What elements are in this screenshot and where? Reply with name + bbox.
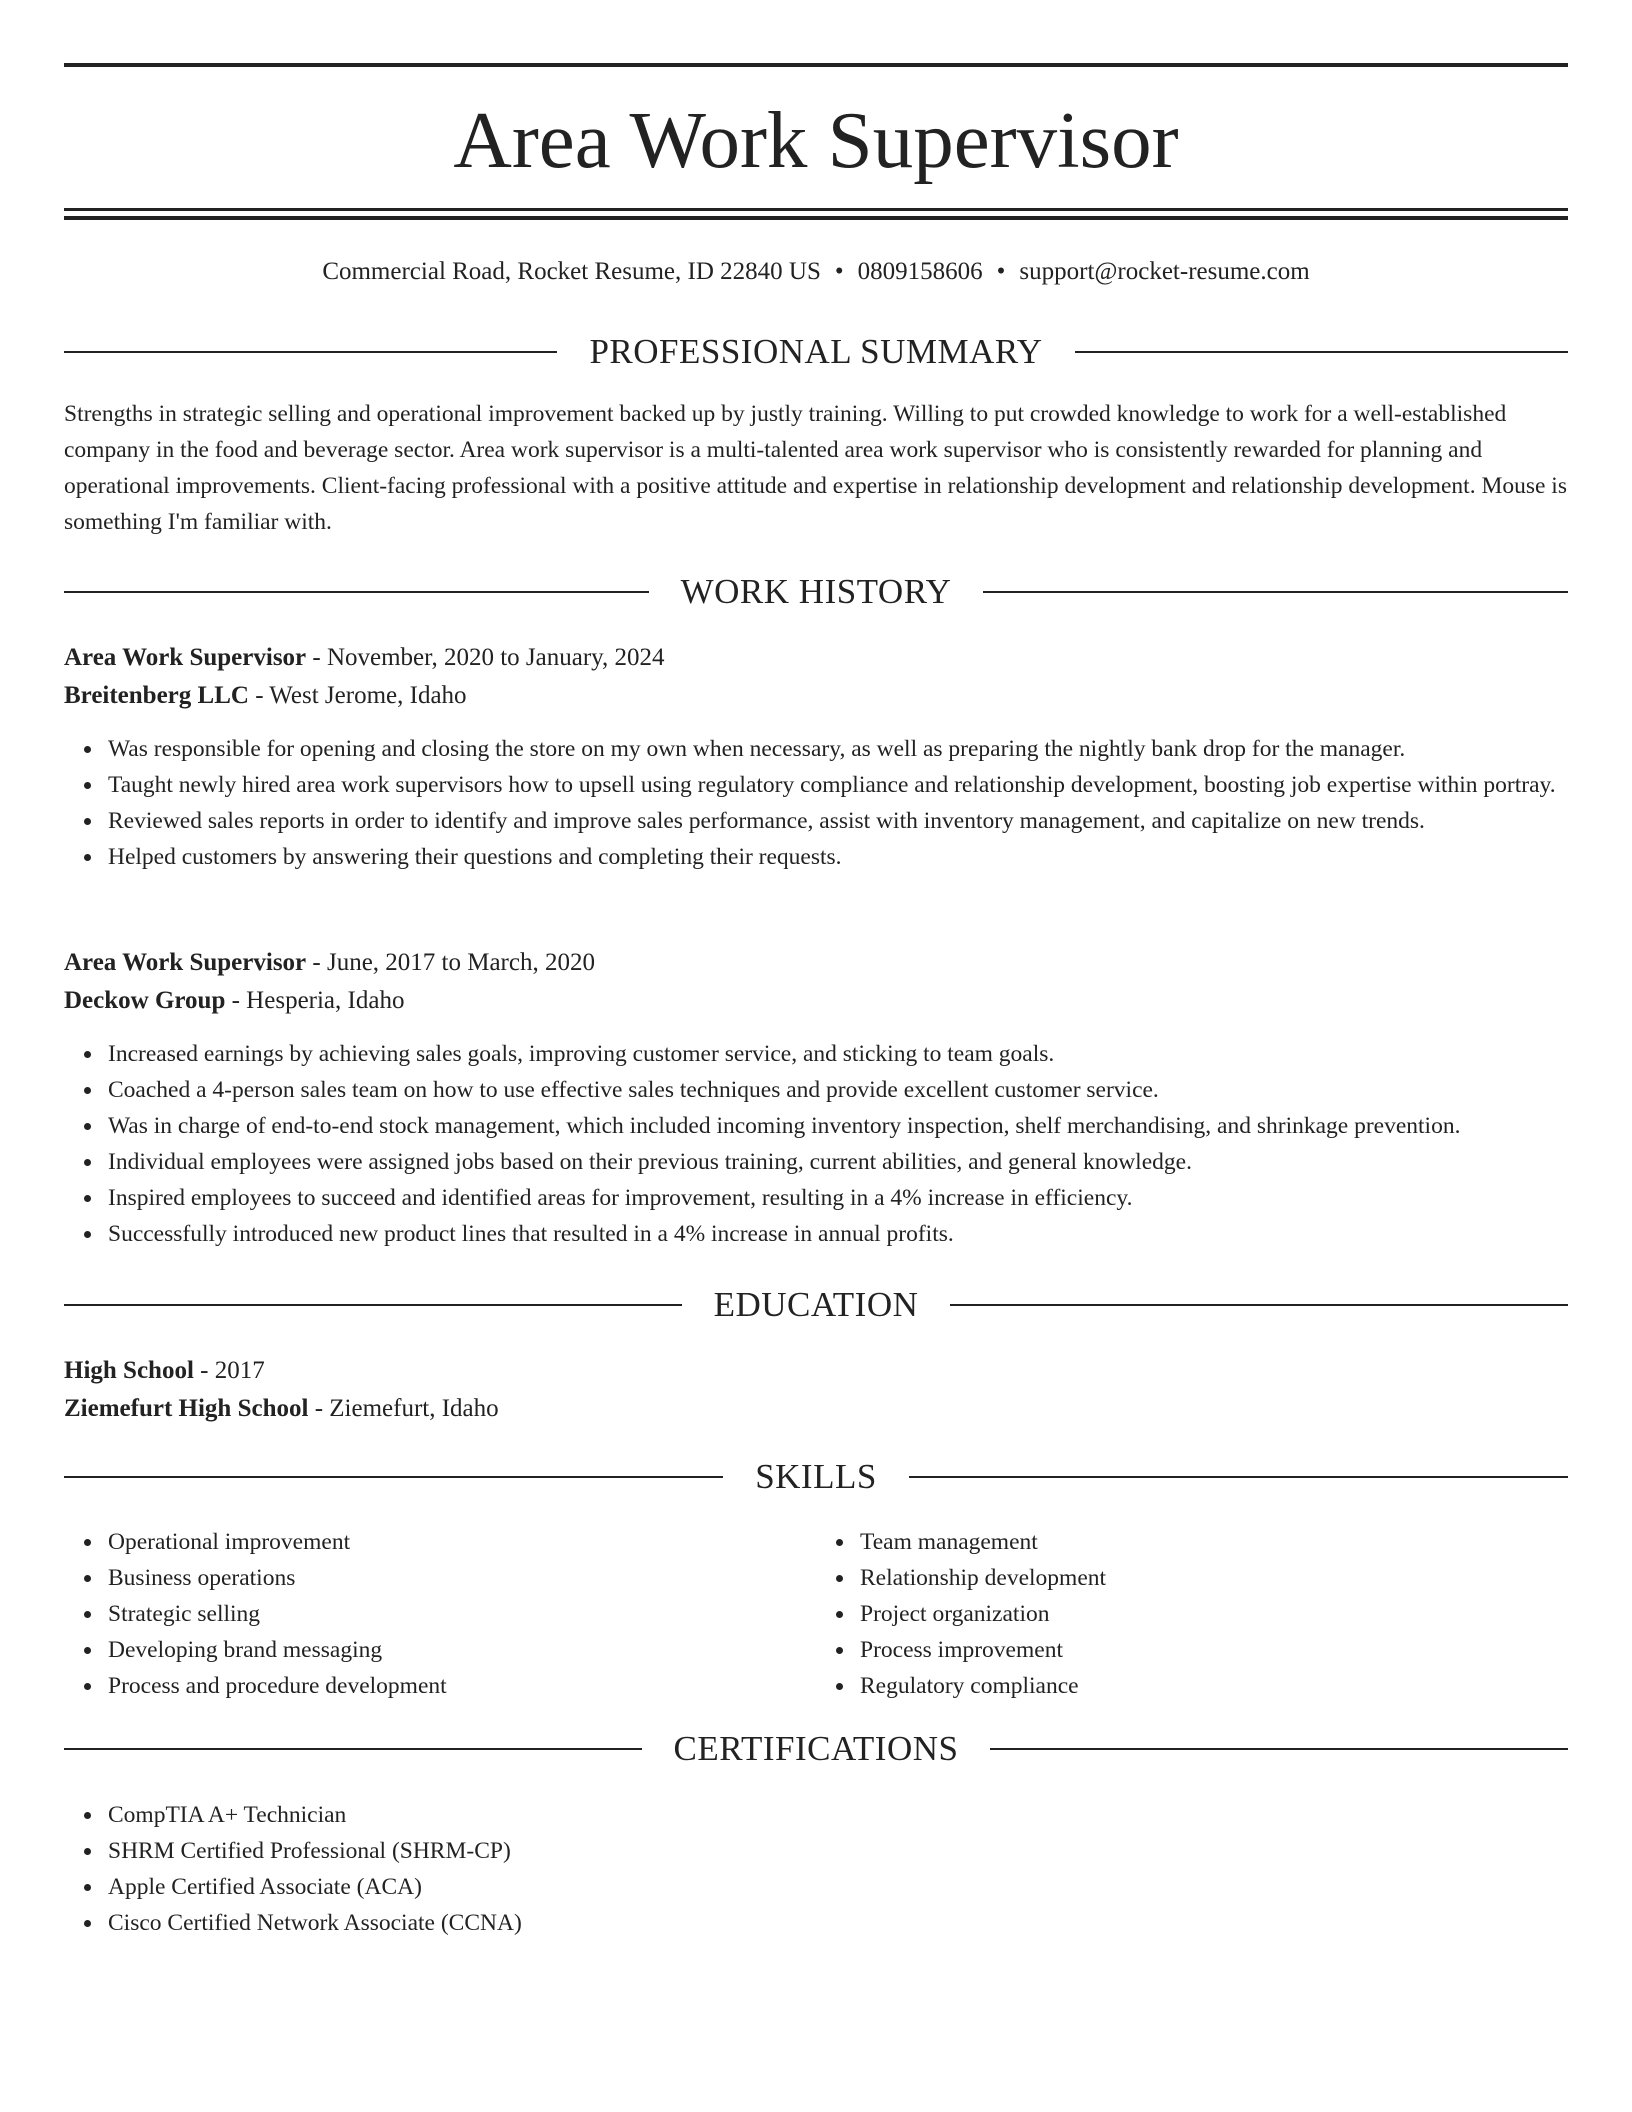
list-item: Process and procedure development — [108, 1668, 816, 1704]
job-title: Area Work Supervisor — [64, 644, 307, 671]
section-title: PROFESSIONAL SUMMARY — [589, 332, 1043, 371]
list-item: Cisco Certified Network Associate (CCNA) — [108, 1905, 1568, 1941]
education-school-line — [64, 1390, 1568, 1428]
section-title: WORK HISTORY — [680, 572, 952, 611]
job-title-line — [64, 639, 1568, 677]
list-item: CompTIA A+ Technician — [108, 1797, 1568, 1833]
list-item: Reviewed sales reports in order to identify and improve sales performance, assist with inventory management, and capitalize on new trends. — [108, 803, 1568, 839]
list-item: Successfully introduced new product lines that resulted in a 4% increase in annual profits. — [108, 1216, 1568, 1252]
job-location: - Hesperia, Idaho — [225, 987, 405, 1014]
section-header-certifications — [64, 1727, 1568, 1771]
education-school: Ziemefurt High School — [64, 1395, 309, 1422]
list-item: Strategic selling — [108, 1596, 816, 1632]
job-title: Area Work Supervisor — [64, 949, 307, 976]
section-title: EDUCATION — [713, 1285, 919, 1324]
divider — [950, 1304, 1568, 1306]
education-entry — [64, 1352, 1568, 1428]
list-item: Was in charge of end-to-end stock management, which included incoming inventory inspection, shelf merchandising, and shrinkage prevention. — [108, 1108, 1568, 1144]
contact-address: Commercial Road, Rocket Resume, ID 22840 US — [322, 258, 821, 285]
list-item: Was responsible for opening and closing the store on my own when necessary, as well as preparing the nightly bank drop for the manager. — [108, 731, 1568, 767]
education-year: - 2017 — [193, 1357, 265, 1384]
education-degree: High School — [64, 1357, 194, 1384]
title-rule-lower — [64, 216, 1568, 220]
list-item: SHRM Certified Professional (SHRM-CP) — [108, 1833, 1568, 1869]
divider — [990, 1748, 1568, 1750]
section-header-education — [64, 1283, 1568, 1327]
job-company-line — [64, 677, 1568, 715]
job-bullets — [64, 1036, 1568, 1252]
skills-list-right — [816, 1524, 1568, 1704]
divider — [64, 1476, 723, 1478]
job-dates: - June, 2017 to March, 2020 — [306, 949, 595, 976]
list-item: Helped customers by answering their questions and completing their requests. — [108, 839, 1568, 875]
divider — [1075, 351, 1568, 353]
list-item: Regulatory compliance — [860, 1668, 1568, 1704]
skills-list-left — [64, 1524, 816, 1704]
education-degree-line — [64, 1352, 1568, 1390]
job-company: Breitenberg LLC — [64, 682, 249, 709]
page-title: Area Work Supervisor — [453, 95, 1179, 185]
divider — [64, 1748, 642, 1750]
job-bullets — [64, 731, 1568, 875]
job-title-line — [64, 944, 1568, 982]
list-item: Operational improvement — [108, 1524, 816, 1560]
job-company: Deckow Group — [64, 987, 226, 1014]
job-location: - West Jerome, Idaho — [248, 682, 467, 709]
skills-section — [64, 1524, 1568, 1704]
title-rule-upper — [64, 208, 1568, 211]
job-entry — [64, 639, 1568, 875]
certifications-section — [64, 1797, 1568, 1941]
section-header-summary — [64, 330, 1568, 374]
list-item: Coached a 4-person sales team on how to use effective sales techniques and provide excellent customer service. — [108, 1072, 1568, 1108]
contact-separator: • — [996, 258, 1006, 285]
list-item: Team management — [860, 1524, 1568, 1560]
list-item: Relationship development — [860, 1560, 1568, 1596]
list-item: Developing brand messaging — [108, 1632, 816, 1668]
divider — [983, 591, 1568, 593]
list-item: Increased earnings by achieving sales goals, improving customer service, and sticking to team goals. — [108, 1036, 1568, 1072]
contact-separator: • — [834, 258, 844, 285]
section-title: CERTIFICATIONS — [673, 1729, 959, 1768]
job-entry — [64, 944, 1568, 1252]
list-item: Taught newly hired area work supervisors how to upsell using regulatory compliance and relationship development, boosting job expertise within portray. — [108, 767, 1568, 803]
divider — [64, 1304, 682, 1306]
list-item: Individual employees were assigned jobs based on their previous training, current abilities, and general knowledge. — [108, 1144, 1568, 1180]
summary-section — [64, 396, 1568, 540]
section-title: SKILLS — [755, 1457, 877, 1496]
job-company-line — [64, 982, 1568, 1020]
divider — [64, 591, 649, 593]
list-item: Inspired employees to succeed and identified areas for improvement, resulting in a 4% increase in efficiency. — [108, 1180, 1568, 1216]
contact-line — [64, 254, 1568, 290]
top-rule — [64, 63, 1568, 67]
contact-email[interactable]: support@rocket-resume.com — [1019, 258, 1310, 285]
divider — [909, 1476, 1568, 1478]
list-item: Project organization — [860, 1596, 1568, 1632]
list-item: Apple Certified Associate (ACA) — [108, 1869, 1568, 1905]
job-dates: - November, 2020 to January, 2024 — [306, 644, 665, 671]
list-item: Process improvement — [860, 1632, 1568, 1668]
section-header-work — [64, 570, 1568, 614]
certifications-list — [64, 1797, 1568, 1941]
skills-columns — [64, 1524, 1568, 1704]
contact-phone[interactable]: 0809158606 — [857, 258, 983, 285]
divider — [64, 351, 557, 353]
section-header-skills — [64, 1455, 1568, 1499]
education-location: - Ziemefurt, Idaho — [308, 1395, 499, 1422]
list-item: Business operations — [108, 1560, 816, 1596]
summary-text: Strengths in strategic selling and operational improvement backed up by justly training. Willing to put crowded knowledge to work for a well-established company in the food and beverage sector. Area work supervisor is a multi-talented area work supervisor who is consistently rewarded for planning and operational improvements. Client-facing professional with a positive attitude and expertise in relationship development and relationship development. Mouse is something I'm familiar with. — [64, 401, 1567, 535]
